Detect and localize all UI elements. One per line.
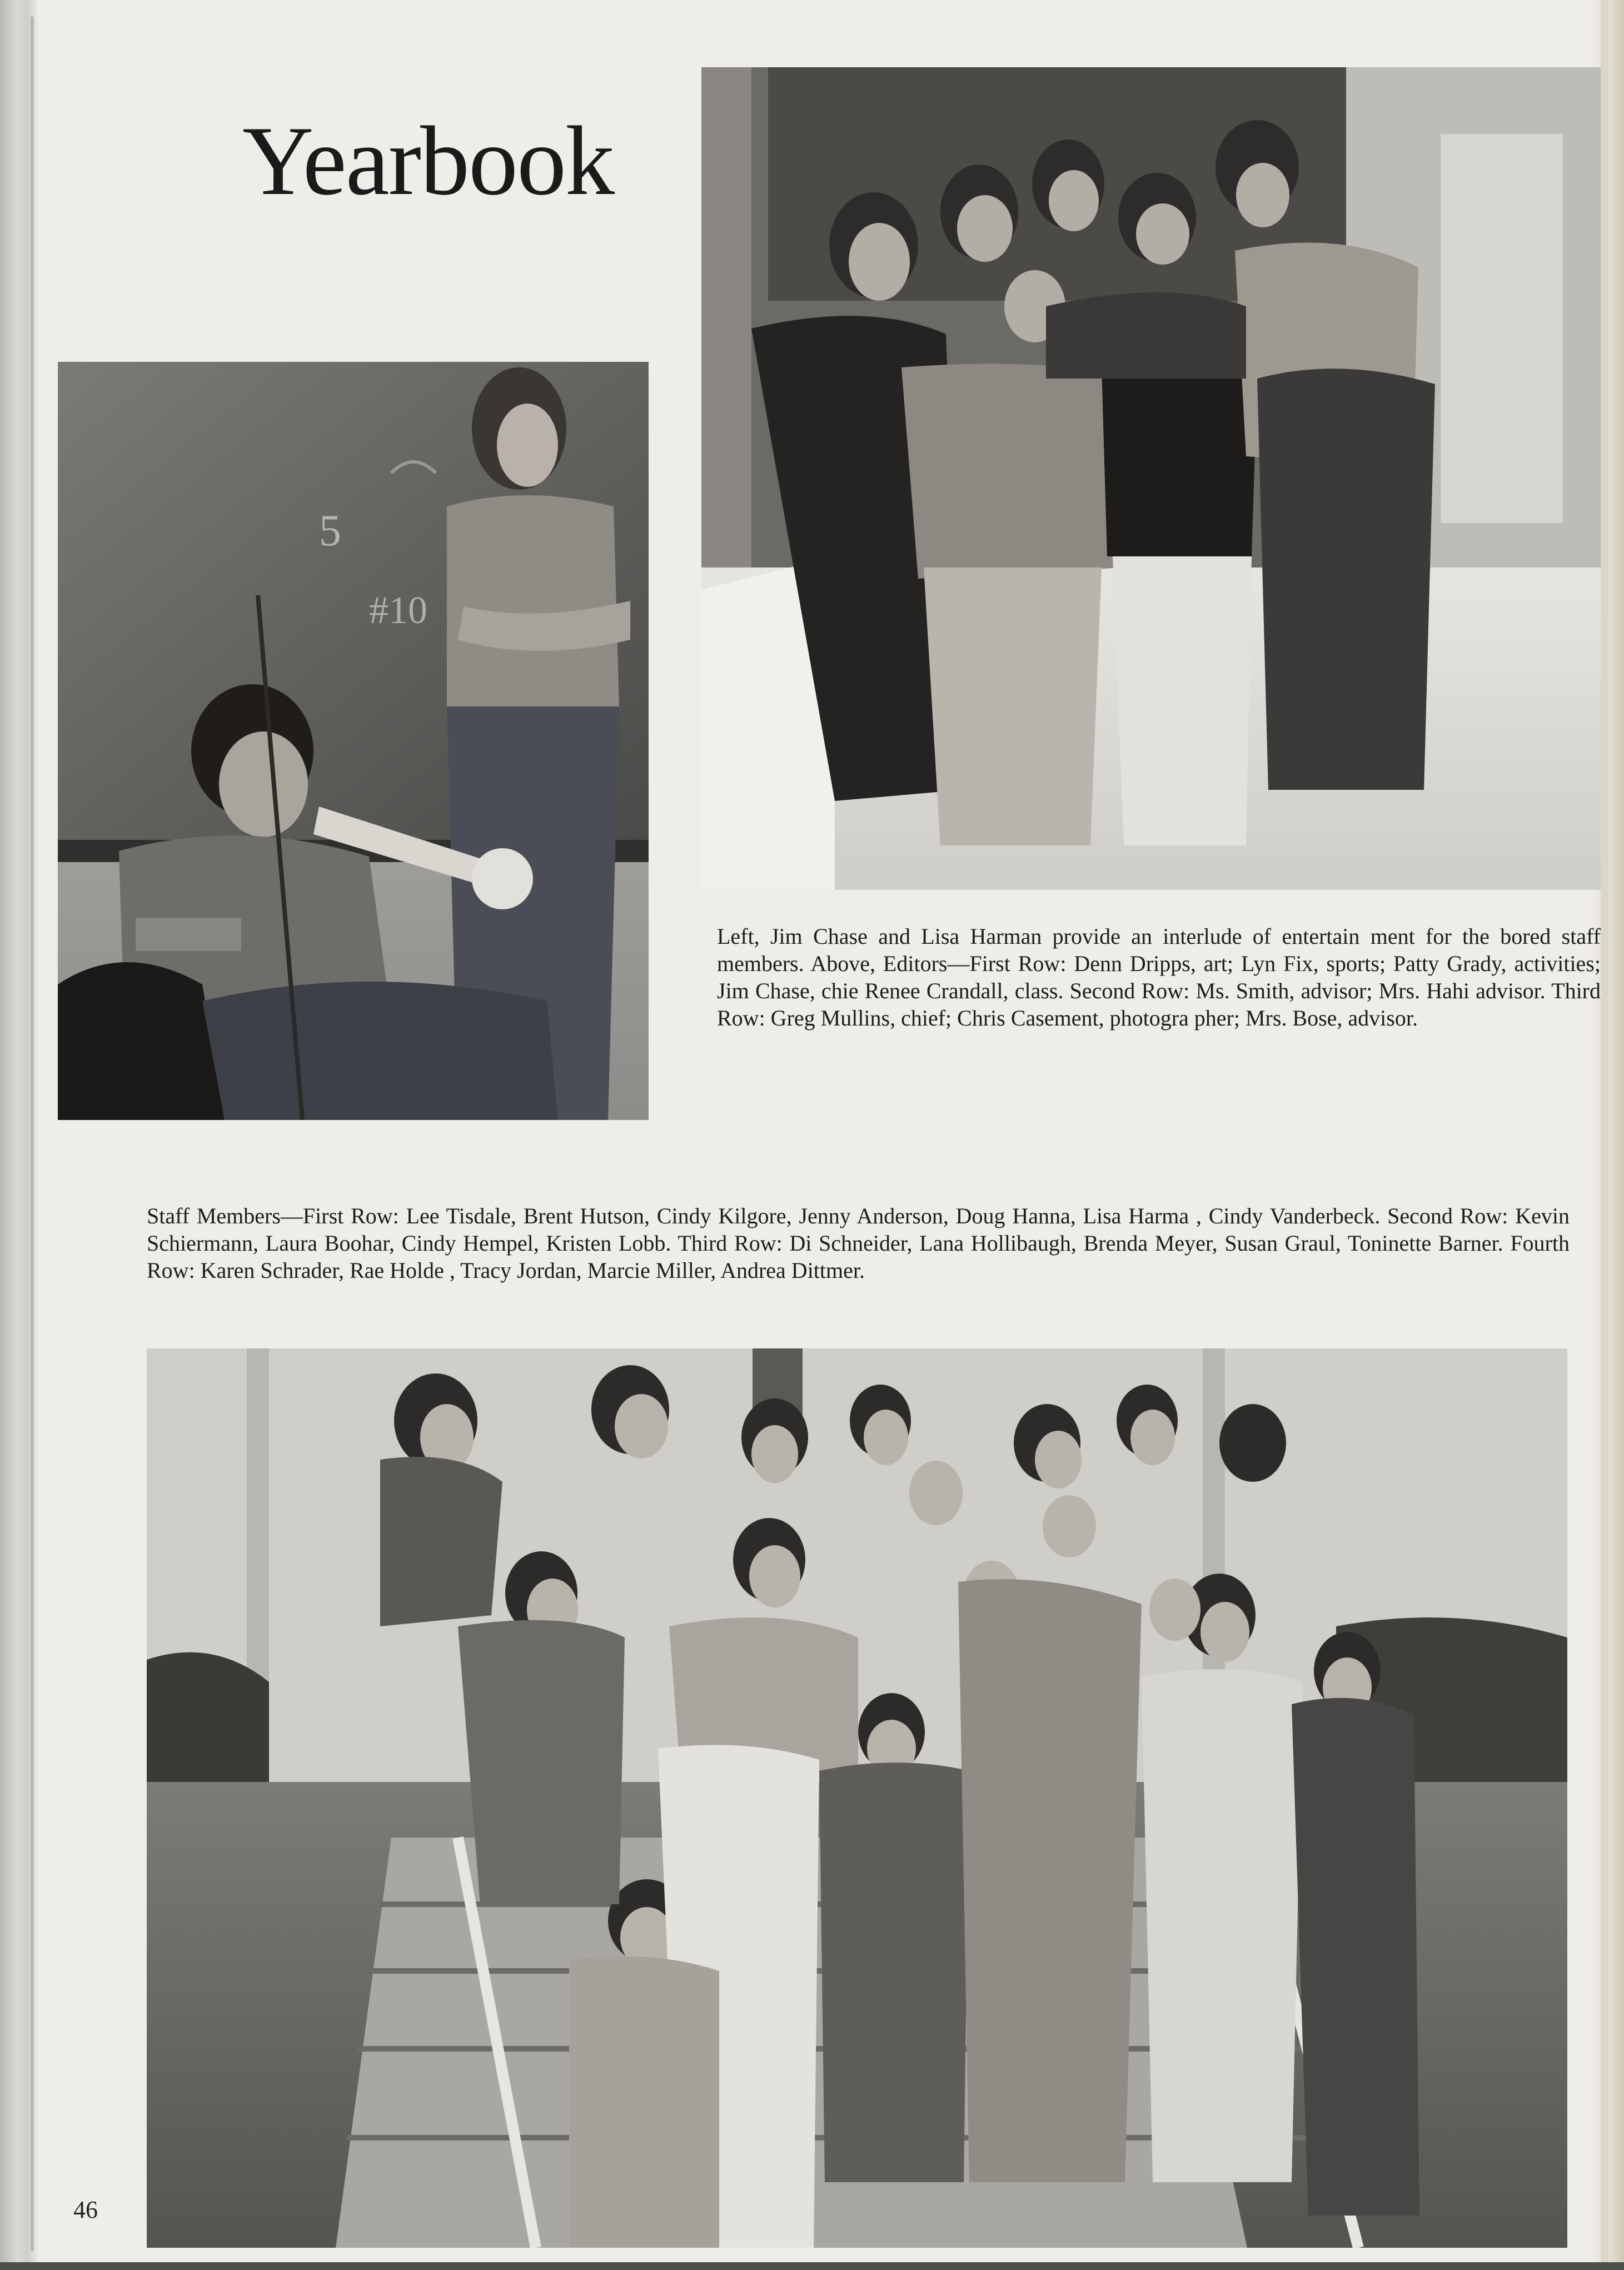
staff-photo [147,1348,1567,2248]
editors-caption: Left, Jim Chase and Lisa Harman provide an interlude of entertain ment for the bored staff members. Above, Editors—First Row: Denn Dripps, art; Lyn Fix, sports; Patty Grady, activities; Jim Chase, chie Renee Crandall, class. Second Row: Ms. Smith, advisor; Mrs. Hahi advisor. Third Row: Greg Mullins, chief; Chris Casement, photogra pher; Mrs. Bose, advisor. [717,924,1601,1031]
staff-caption: Staff Members—First Row: Lee Tisdale, Brent Hutson, Cindy Kilgore, Jenny Anderson, Doug Hanna, Lisa Harma , Cindy Vanderbeck. Second Row: Kevin Schiermann, Laura Boohar, Cindy Hempel, Kristen Lobb. Third Row: Di Schneider, Lana Hollibaugh, Brenda Meyer, Susan Graul, Toninette Barner. Fourth Row: Karen Schrader, Rae Holde , Tracy Jordan, Marcie Miller, Andrea Dittmer. [147,1203,1570,1283]
book-spine [0,0,39,2270]
chalk-item: #10 [369,589,427,632]
book-cover-edge [0,2262,1624,2270]
trumpet-photo [58,362,649,1120]
page-number: 46 [73,2196,98,2223]
page-title: Yearbook [242,106,614,216]
chalk-number: 5 [319,506,341,555]
editors-photo [701,67,1601,890]
